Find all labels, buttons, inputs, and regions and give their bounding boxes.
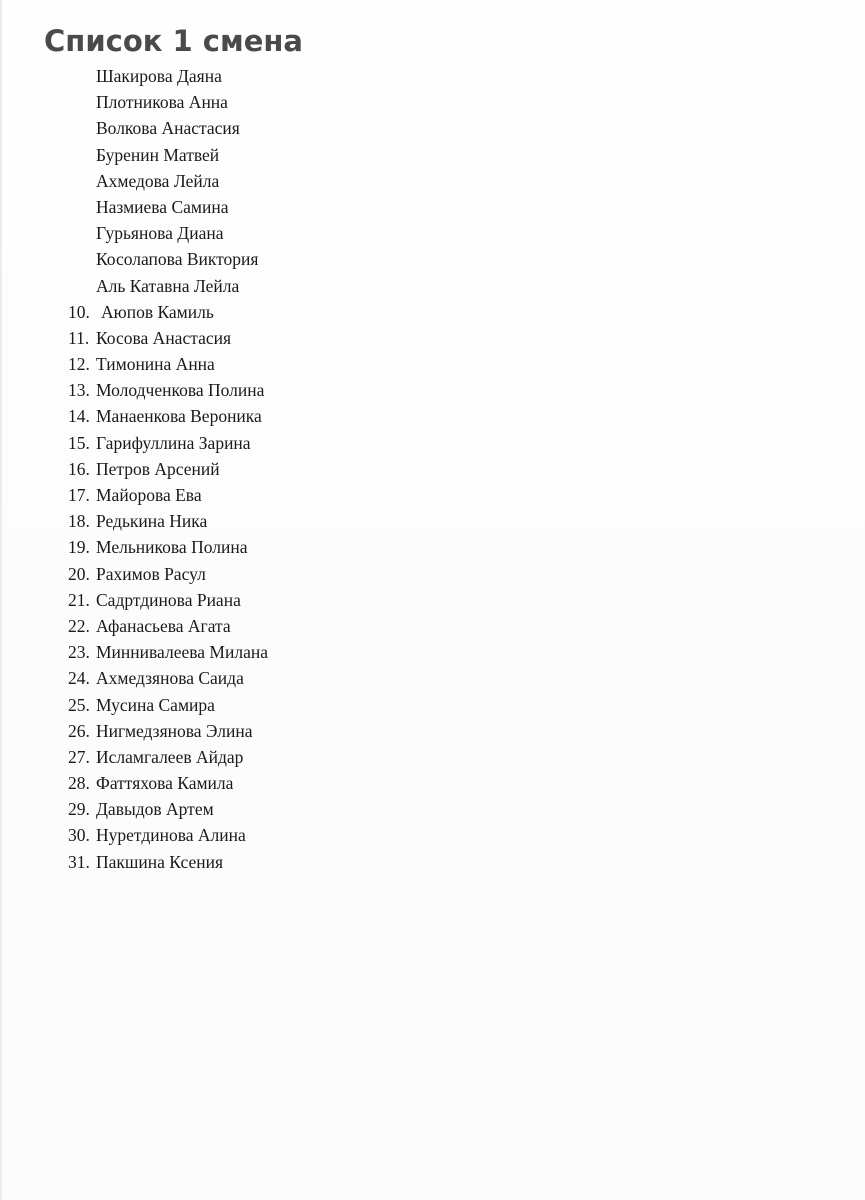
student-name: Ахмедзянова Саида bbox=[96, 668, 244, 689]
student-name: Молодченкова Полина bbox=[96, 380, 265, 401]
student-name: Волкова Анастасия bbox=[96, 118, 240, 139]
list-item-number: 19. bbox=[68, 537, 90, 558]
student-name: Мусина Самира bbox=[96, 694, 215, 715]
list-item-number: 23. bbox=[68, 642, 90, 663]
list-item-number: 28. bbox=[68, 773, 90, 794]
student-name: Нуретдинова Алина bbox=[96, 825, 246, 846]
list-item-number: 20. bbox=[68, 563, 90, 584]
student-name: Фаттяхова Камила bbox=[96, 773, 234, 794]
list-item-number: 29. bbox=[68, 799, 90, 820]
student-name: Аюпов Камиль bbox=[101, 301, 214, 322]
list-item-number: 15. bbox=[68, 432, 90, 453]
student-name: Редькина Ника bbox=[96, 511, 208, 532]
student-name: Рахимов Расул bbox=[96, 563, 206, 584]
list-item-number: 30. bbox=[68, 825, 90, 846]
list-item-number: 16. bbox=[68, 458, 90, 479]
student-name: Исламгалеев Айдар bbox=[96, 746, 244, 767]
list-item-number: 10. bbox=[68, 301, 90, 322]
student-name: Садртдинова Риана bbox=[96, 589, 241, 610]
student-name: Петров Арсений bbox=[96, 458, 220, 479]
list-item-number: 27. bbox=[68, 746, 90, 767]
student-name: Майорова Ева bbox=[96, 485, 202, 505]
student-name: Аль Катавна Лейла bbox=[96, 275, 240, 296]
list-item-number: 12. bbox=[68, 354, 90, 375]
student-name: Пакшина Ксения bbox=[96, 851, 224, 872]
student-name: Назмиева Самина bbox=[96, 196, 229, 217]
list-item-number: 26. bbox=[68, 720, 90, 741]
list-item-number: 14. bbox=[68, 406, 90, 427]
student-name: Гарифуллина Зарина bbox=[96, 432, 251, 453]
student-name: Шакирова Даяна bbox=[96, 66, 222, 86]
list-item-number: 22. bbox=[68, 615, 90, 636]
list-item-number: 25. bbox=[68, 694, 90, 715]
student-name: Тимонина Анна bbox=[96, 354, 215, 375]
list-item-number: 31. bbox=[68, 851, 90, 872]
student-name: Буренин Матвей bbox=[96, 144, 220, 165]
list-item-number: 24. bbox=[68, 668, 90, 689]
list-item-number: 18. bbox=[68, 511, 90, 532]
student-name: Косова Анастасия bbox=[96, 327, 232, 348]
student-name: Нигмедзянова Элина bbox=[96, 720, 253, 741]
student-name: Давыдов Артем bbox=[96, 799, 214, 820]
list-item-number: 13. bbox=[68, 380, 90, 401]
student-name: Косолапова Виктория bbox=[96, 249, 259, 270]
list-item-number: 17. bbox=[68, 485, 90, 505]
student-name: Мельникова Полина bbox=[96, 537, 248, 558]
student-name: Афанасьева Агата bbox=[96, 615, 231, 636]
student-name: Гурьянова Диана bbox=[96, 223, 224, 244]
list-item-number: 11. bbox=[68, 327, 90, 348]
scan-edge bbox=[0, 0, 2, 1200]
list-item-number: 21. bbox=[68, 589, 90, 610]
student-name: Ахмедова Лейла bbox=[96, 170, 220, 191]
student-name: Миннивалеева Милана bbox=[96, 642, 268, 663]
page-title: Список 1 смена bbox=[44, 24, 303, 58]
student-name: Манаенкова Вероника bbox=[96, 406, 262, 427]
student-name: Плотникова Анна bbox=[96, 92, 228, 113]
